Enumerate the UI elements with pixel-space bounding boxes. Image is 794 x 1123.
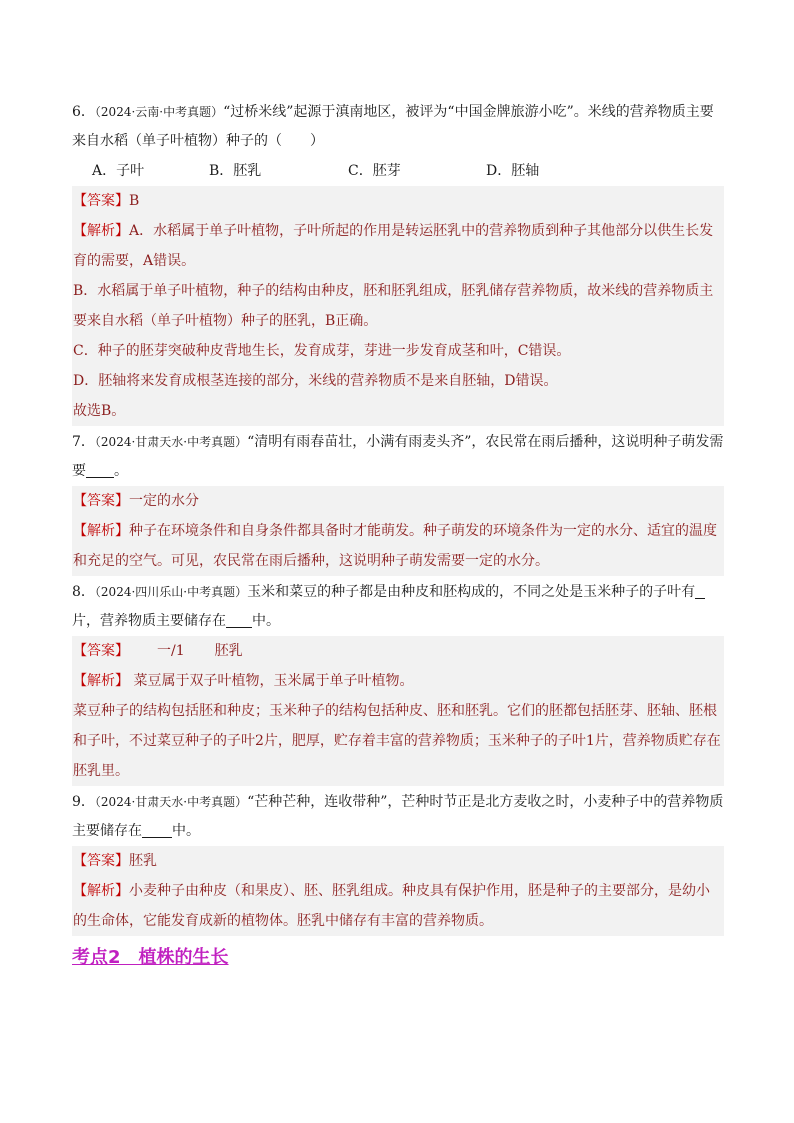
option-a: A．子叶 (92, 163, 145, 179)
question-source: （2024·甘肃天水·中考真题） (94, 435, 248, 449)
analysis-text: 小麦种子由种皮（和果皮）、胚、胚乳组成。种皮具有保护作用，胚是种子的主要部分，是幼小的生命体，它能发育成新的植物体。胚乳中储存有丰富的营养物质。 (73, 883, 710, 929)
option-b: B．胚乳 (209, 163, 262, 179)
answer-tag: 【答案】 (73, 493, 129, 509)
answer-box-7 (72, 486, 724, 576)
section-heading: 考点2 植株的生长 (72, 947, 229, 968)
answer-value: 胚乳 (129, 853, 157, 869)
analysis-line: 故选B。 (73, 403, 126, 419)
answer-value: 一定的水分 (129, 493, 199, 509)
question-stem: “芒种芒种，连收带种”，芒种时节正是北方麦收之时，小麦种子中的营养物质主要储存在 (72, 794, 724, 839)
question-stem: 玉米和菜豆的种子都是由种皮和胚构成的，不同之处是玉米种子的子叶有 (247, 584, 696, 600)
question-source: （2024·四川乐山·中考真题） (94, 585, 248, 599)
answer-tag: 【答案】 (73, 643, 129, 659)
analysis-text: A．水稻属于单子叶植物，子叶所起的作用是转运胚乳中的营养物质到种子其他部分以供生长发育的需要，A错误。 (73, 223, 714, 269)
fill-blank (695, 583, 705, 599)
answer-tag: 【答案】 (73, 853, 129, 869)
analysis-line: D．胚轴将来发育成根茎连接的部分，米线的营养物质不是来自胚轴，D错误。 (73, 373, 558, 389)
analysis-tag: 【解析】 (73, 523, 129, 539)
question-source: （2024·云南·中考真题） (94, 105, 224, 119)
question-stem-end: 。 (114, 463, 128, 479)
analysis-line (73, 666, 723, 696)
question-number: 9． (72, 794, 95, 810)
answer-box-6 (72, 186, 724, 426)
content (72, 98, 724, 972)
question-stem-end: 中。 (172, 823, 200, 839)
analysis-line (73, 876, 723, 936)
answer-box-8 (72, 636, 724, 786)
question-8 (72, 578, 724, 636)
answer-tag: 【答案】 (73, 193, 129, 209)
question-stem-end: 中。 (252, 613, 280, 629)
analysis-tag: 【解析】 (73, 883, 129, 899)
option-c: C．胚芽 (348, 163, 401, 179)
question-source: （2024·甘肃天水·中考真题） (94, 795, 248, 809)
analysis-text: 菜豆属于双子叶植物，玉米属于单子叶植物。 (133, 673, 414, 689)
analysis-text: 种子在环境条件和自身条件都具备时才能萌发。种子萌发的环境条件为一定的水分、适宜的温度和充足的空气。可见，农民常在雨后播种，这说明种子萌发需要一定的水分。 (73, 523, 717, 569)
fill-blank (142, 822, 172, 838)
answer-value-2: 胚乳 (214, 643, 243, 659)
analysis-line (73, 516, 723, 576)
fill-blank (86, 462, 114, 478)
question-6 (72, 98, 724, 156)
analysis-tag: 【解析】 (73, 673, 129, 689)
analysis-line: C．种子的胚芽突破种皮背地生长，发育成芽，芽进一步发育成茎和叶，C错误。 (73, 343, 571, 359)
question-stem: “过桥米线”起源于滇南地区，被评为“中国金牌旅游小吃”。米线的营养物质主要来自水稻（单子叶植物）种子的（ ） (72, 104, 714, 149)
options-row (72, 156, 724, 186)
analysis-line: B．水稻属于单子叶植物，种子的结构由种皮，胚和胚乳组成，胚乳储存营养物质，故米线的营养物质主要来自水稻（单子叶植物）种子的胚乳，B正确。 (73, 283, 714, 329)
question-stem: 片，营养物质主要储存在 (72, 613, 226, 629)
analysis-tag: 【解析】 (73, 223, 129, 239)
question-number: 8． (72, 584, 95, 600)
question-number: 7． (72, 434, 95, 450)
answer-line (73, 486, 723, 516)
answer-value-1: 一/1 (157, 643, 185, 659)
analysis-line (73, 216, 723, 276)
fill-blank (226, 612, 252, 628)
answer-value: B (129, 193, 140, 209)
option-d: D．胚轴 (486, 163, 540, 179)
analysis-line: 菜豆种子的结构包括胚和种皮；玉米种子的结构包括种皮、胚和胚乳。它们的胚都包括胚芽、胚轴、胚根和子叶，不过菜豆种子的子叶2片，肥厚，贮存着丰富的营养物质；玉米种子的子叶1片，营养物质贮存在胚乳里。 (73, 703, 721, 779)
answer-line (73, 186, 723, 216)
answer-line (73, 846, 723, 876)
question-9 (72, 788, 724, 846)
answer-line (73, 636, 723, 666)
answer-box-9 (72, 846, 724, 936)
question-7 (72, 428, 724, 486)
question-number: 6． (72, 104, 95, 120)
question-stem: “清明有雨春苗壮，小满有雨麦头齐”，农民常在雨后播种，这说明种子萌发需要 (72, 434, 724, 479)
